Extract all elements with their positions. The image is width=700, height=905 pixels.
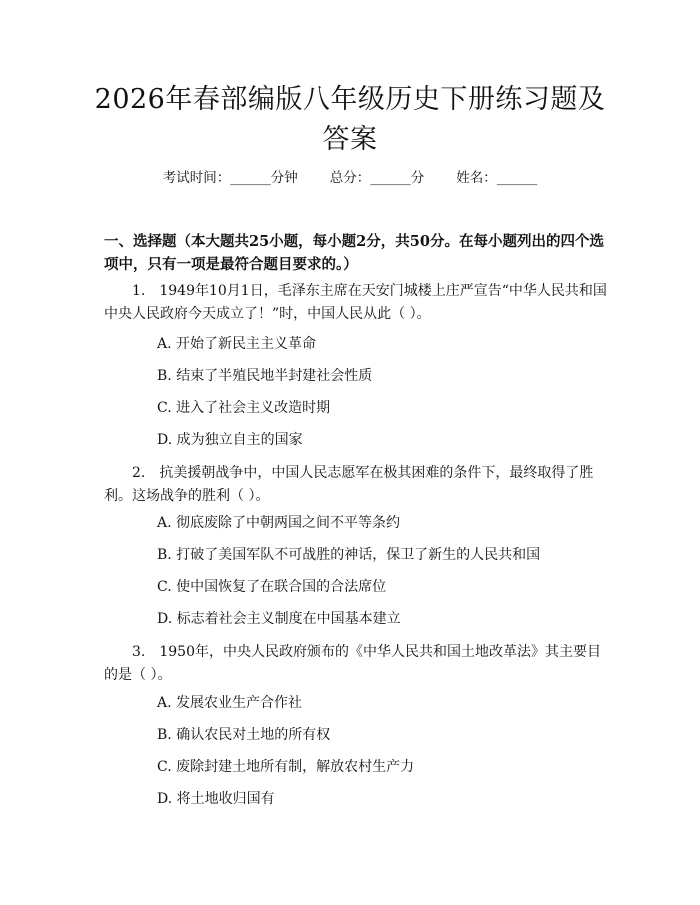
question-2-stem: 2. 抗美援朝战争中，中国人民志愿军在极其困难的条件下，最终取得了胜利。这场战争的胜利（ ）。: [104, 465, 594, 504]
question-3-option-d: D. 将土地收归国有: [157, 791, 275, 807]
question-2-option-d: D. 标志着社会主义制度在中国基本建立: [157, 611, 401, 627]
question-2-option-c: C. 使中国恢复了在联合国的合法席位: [157, 579, 387, 595]
question-1-stem: 1. 1949年10月1日，毛泽东主席在天安门城楼上庄严宣告“中华人民共和国中央人民政府今天成立了！”时，中国人民从此（ ）。: [104, 283, 607, 322]
exam-info: [0, 168, 700, 188]
exam-time-field: 考试时间：______分钟: [162, 170, 298, 186]
question-3-option-c: C. 废除封建土地所有制，解放农村生产力: [157, 759, 415, 775]
question-2-option-b: B. 打破了美国军队不可战胜的神话，保卫了新生的人民共和国: [157, 547, 541, 563]
question-3-stem: 3. 1950年，中央人民政府颁布的《中华人民共和国土地改革法》其主要目的是（ ）。: [104, 644, 601, 683]
total-score-field: 总分：______分: [329, 170, 425, 186]
question-1-option-b: B. 结束了半殖民地半封建社会性质: [157, 368, 373, 384]
page-title: 2026年春部编版八年级历史下册练习题及答案: [94, 84, 606, 155]
question-1-option-a: A. 开始了新民主主义革命: [157, 336, 317, 352]
question-1-option-c: C. 进入了社会主义改造时期: [157, 400, 331, 416]
question-1-option-d: D. 成为独立自主的国家: [157, 432, 303, 448]
question-3-option-a: A. 发展农业生产合作社: [157, 695, 303, 711]
section-heading: 一、选择题（本大题共25小题，每小题2分，共50分。在每小题列出的四个选项中，只有一项是最符合题目要求的。）: [104, 233, 604, 273]
question-2-option-a: A. 彻底废除了中朝两国之间不平等条约: [157, 515, 401, 531]
question-3-option-b: B. 确认农民对土地的所有权: [157, 727, 331, 743]
student-name-field: 姓名：______: [456, 170, 538, 186]
